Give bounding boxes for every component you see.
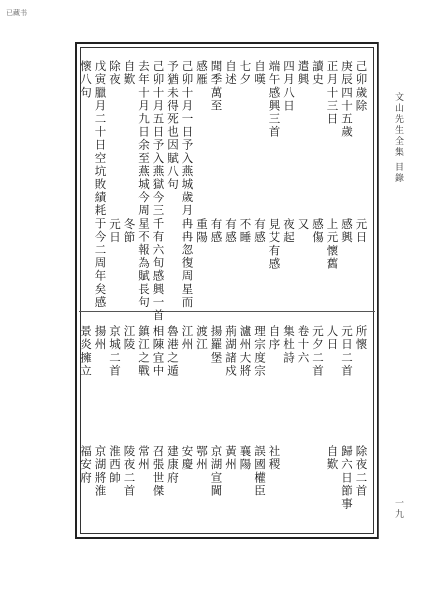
upper-entry: 夜起 [282,218,296,245]
lower-entry: 常州 [137,445,151,472]
upper-entry: 元日 [108,218,122,245]
lower-entry: 誤國權臣 [253,445,267,498]
lower-entry: 理宗度宗 [253,325,267,378]
lower-entry: 歸六日節事 [340,445,354,511]
lower-entry: 除夜二首 [354,445,369,498]
section-label: 目錄 [393,162,403,184]
lower-entry: 卷十六 [296,325,311,365]
upper-entry: 自嘆 [253,60,267,87]
lower-entry: 景炎擁立 [79,325,93,378]
upper-entry: 上元懷舊 [325,218,340,271]
lower-entry: 自歎 [325,445,340,472]
upper-entry: 感興 [340,218,354,245]
lower-entry: 江陵 [122,325,137,352]
lower-entry: 江州 [180,325,195,352]
lower-entry: 鎮江之戰 [137,325,151,378]
lower-entry: 渡江 [195,325,209,352]
upper-entry: 遣興 [296,60,311,87]
upper-entry: 有感 [224,218,238,245]
lower-entry: 京湖宣閫 [209,445,224,498]
upper-entry: 戊寅臘月二十日空坑敗績耗于今二周年矣感 [93,60,108,309]
lower-entry: 福安府 [79,445,93,485]
lower-entry: 建康府 [166,445,180,485]
upper-entry: 己卯十月五日予入燕獄今三千有六旬感興一首 [151,60,166,322]
upper-entry: 四月八日 [282,60,296,113]
upper-entry: 感雁 [195,60,209,87]
upper-entry: 己卯十月一日予入燕城歲月冉冉忽復周星而 [180,60,195,309]
lower-entry: 元夕二首 [311,325,325,378]
lower-entry: 黃州 [224,445,238,472]
lower-entry: 襄陽 [238,445,253,472]
lower-entry: 相陳宜中 [151,325,166,378]
upper-entry: 懷八句 [79,60,93,100]
lower-entry: 京湖將淮 [93,445,108,498]
lower-entry: 淮西帥 [108,445,122,485]
lower-entry: 揚羅堡 [209,325,224,365]
library-stamp: 已藏书 [6,9,27,17]
upper-entry: 七夕 [238,60,253,87]
upper-entry: 不睡 [238,218,253,245]
lower-entry: 魯港之遁 [166,325,180,378]
lower-entry: 瀘州大將 [238,325,253,378]
upper-entry: 正月十三日 [325,60,340,126]
upper-entry: 元日 [354,218,369,245]
upper-entry: 冬節 [122,218,137,245]
upper-entry: 端午感興三首 [267,60,282,139]
upper-entry: 重陽 [195,218,209,245]
upper-entry: 讀史 [311,60,325,87]
lower-entry: 揚州 [93,325,108,352]
upper-entry: 自述 [224,60,238,87]
upper-entry: 感傷 [311,218,325,245]
upper-entry: 自歎 [122,60,137,87]
spine-margin [378,42,389,539]
lower-entry: 元日二首 [340,325,354,378]
lower-entry: 社稷 [267,445,282,472]
lower-entry: 安慶 [180,445,195,472]
lower-entry: 集杜詩 [282,325,296,365]
lower-entry: 陵夜二首 [122,445,137,498]
lower-entry: 自序 [267,325,282,352]
page-number: 一九 [393,498,403,520]
lower-entry: 人日 [325,325,340,352]
lower-entry: 召張世傑 [151,445,166,498]
upper-entry: 見艾有感 [267,218,282,271]
lower-entry: 鄂州 [195,445,209,472]
upper-entry: 除夜 [108,60,122,87]
upper-entry: 聞季萬至 [209,60,224,113]
lower-entry: 所懷 [354,325,369,352]
book-title: 文山先生全集 [393,92,403,158]
upper-entry: 又 [296,218,311,232]
upper-entry: 有感 [209,218,224,245]
upper-entry: 己卯歲除 [354,60,369,113]
upper-entry: 有感 [253,218,267,245]
upper-entry: 去年十月九日余至燕城今周星不報為賦長句 [137,60,151,309]
upper-entry: 予猶未得死也因賦八句 [166,60,180,191]
upper-entry: 庚辰四十五歲 [340,60,354,139]
lower-entry: 京城二首 [108,325,122,378]
lower-entry: 荊湖諸戍 [224,325,238,378]
section-divider [79,311,375,312]
